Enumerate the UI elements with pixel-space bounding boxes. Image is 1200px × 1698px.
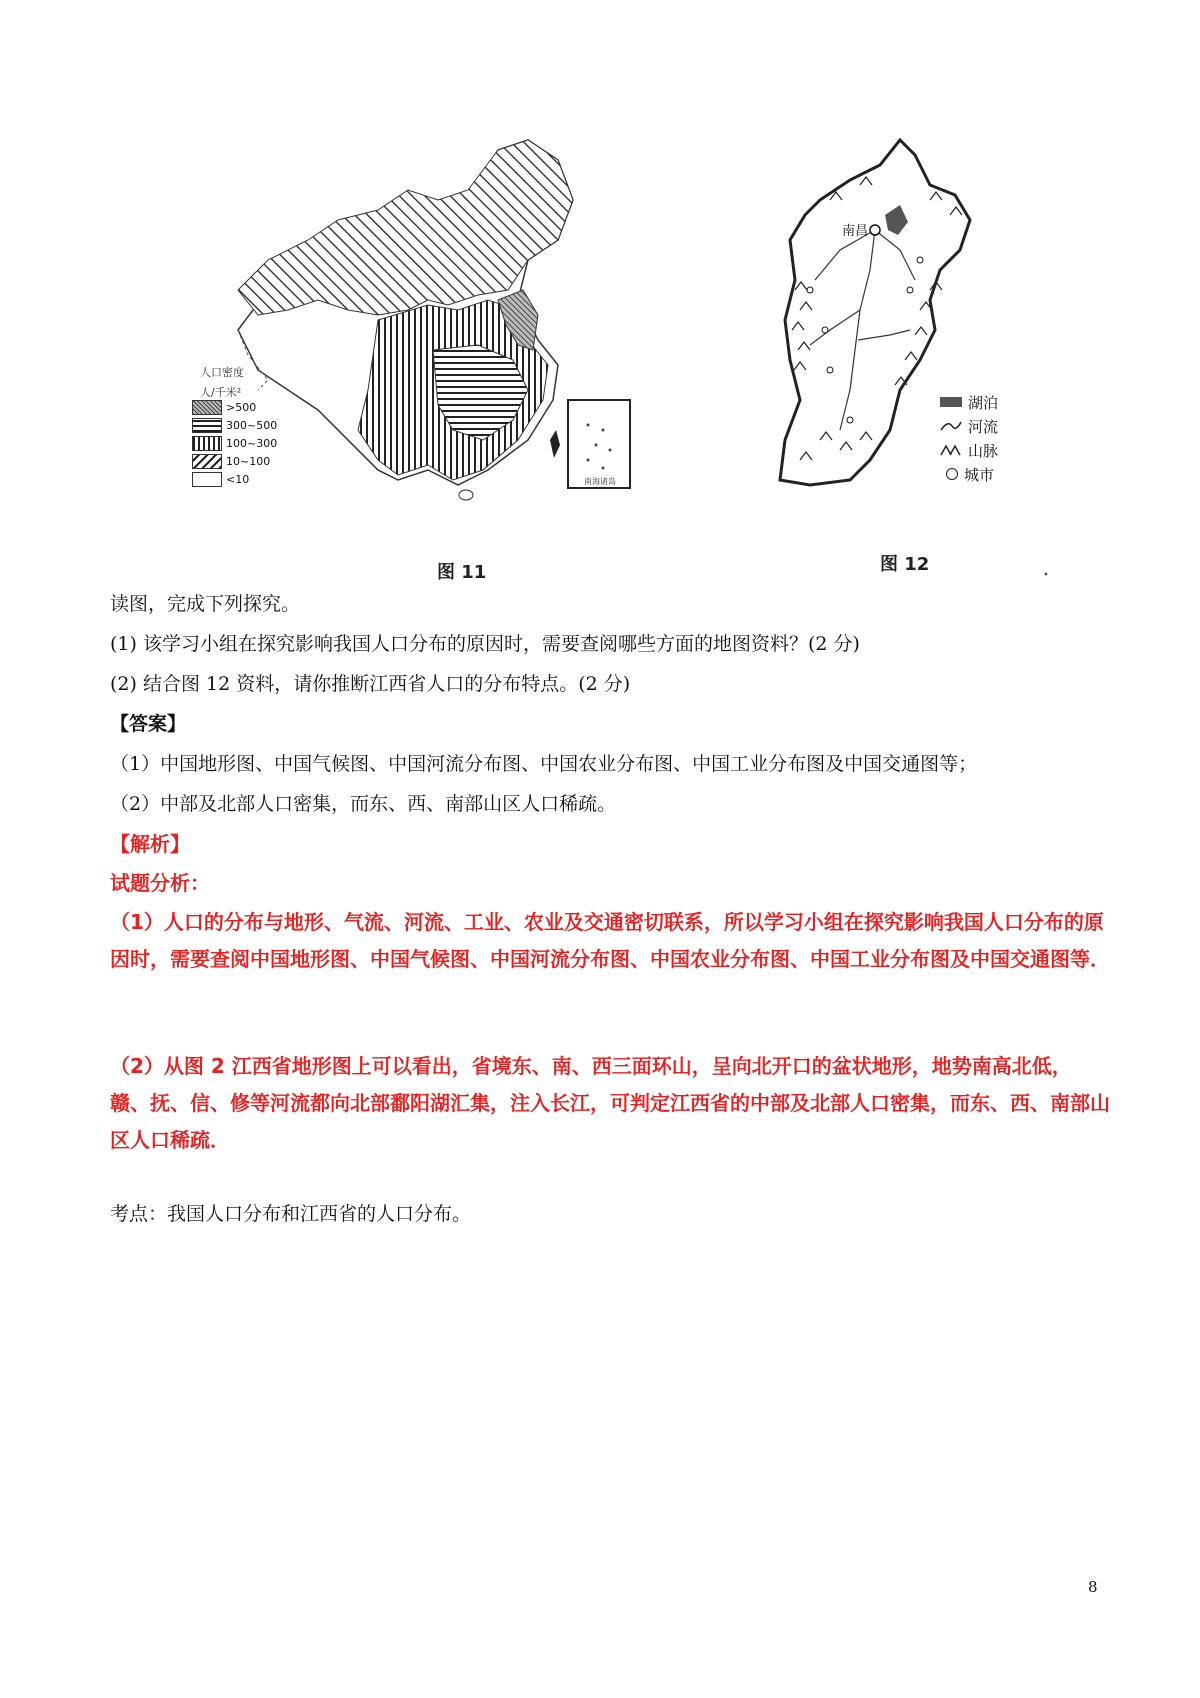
legend-label: 山脉 [968, 441, 999, 460]
legend-item-river [940, 414, 1030, 438]
figure-11-caption: 图 11 [437, 562, 487, 583]
legend-item-city [940, 462, 1030, 486]
answer-2: （2）中部及北部人口密集，而东、西、南部山区人口稀疏。 [110, 793, 617, 815]
legend-label: 300~500 [226, 418, 278, 432]
jiangxi-map [780, 140, 1030, 540]
hainan-island [459, 490, 473, 500]
analysis-paragraph-2: （2）从图 2 江西省地形图上可以看出，省境东、南、西三面环山，呈向北开口的盆状地形，地势南高北低，赣、抚、信、修等河流都向北部鄱阳湖汇集，注入长江，可判定江西省的中部及北部人口密集，而东、西、南部山区人口稀疏． [110, 1054, 1110, 1152]
legend-swatch [192, 436, 222, 451]
analysis-paragraph-1: （1）人口的分布与地形、气流、河流、工业、农业及交通密切联系，所以学习小组在探究影响我国人口分布的原因时，需要查阅中国地形图、中国气候图、中国河流分布图、中国农业分布图、中国工业分布图及中国交通图等． [110, 910, 1110, 971]
river-icon [940, 420, 962, 432]
south-sea-inset [568, 400, 630, 488]
legend-label: <10 [226, 472, 250, 486]
legend-item-lake [940, 390, 1030, 414]
nanchang-label: 南昌 [842, 224, 869, 239]
answer-1: （1）中国地形图、中国气候图、中国河流分布图、中国农业分布图、中国工业分布图及中国交通图等； [110, 753, 978, 775]
taiwan-island [550, 430, 560, 458]
figure-12-caption: 图 12 [880, 554, 930, 575]
question-intro: 读图，完成下列探究。 [110, 593, 301, 615]
china-map-svg [200, 140, 660, 540]
legend-label: 100~300 [226, 436, 278, 450]
population-legend [200, 365, 244, 399]
legend-item [192, 470, 282, 488]
kaodian-note: 考点：我国人口分布和江西省的人口分布。 [110, 1203, 472, 1225]
city-icon [946, 468, 958, 480]
page-number: 8 [1088, 1578, 1098, 1596]
analysis-heading: 【解析】 [110, 832, 190, 856]
analysis-subheading: 试题分析： [110, 871, 210, 895]
legend-label: 10~100 [226, 454, 271, 468]
question-2: (2) 结合图 12 资料，请你推断江西省人口的分布特点。(2 分) [110, 673, 631, 695]
lake-icon [940, 397, 962, 407]
legend-label: 湖泊 [968, 393, 999, 412]
stray-mark: • [1043, 570, 1049, 581]
legend-swatch [192, 418, 222, 433]
legend-swatch [192, 400, 222, 415]
legend-item-mountain [940, 438, 1030, 462]
legend-item [192, 434, 282, 452]
legend-item [192, 416, 282, 434]
region-10-100-north [238, 140, 573, 315]
nanchang-city-marker [870, 225, 880, 235]
figure-row [0, 140, 1200, 583]
legend-item [192, 452, 282, 470]
jiangxi-legend [940, 390, 1030, 486]
legend-items [192, 398, 282, 488]
legend-item [192, 398, 282, 416]
legend-label: 城市 [964, 465, 995, 484]
legend-swatch [192, 454, 222, 469]
legend-title: 人口密度 [200, 366, 244, 379]
legend-label: 河流 [968, 417, 999, 436]
legend-label: >500 [226, 400, 257, 414]
question-1: (1) 该学习小组在探究影响我国人口分布的原因时，需要查阅哪些方面的地图资料？(2 分) [110, 633, 860, 655]
inset-label: 南海诸岛 [584, 477, 616, 486]
china-population-map [200, 140, 660, 540]
answer-heading: 【答案】 [110, 713, 187, 735]
legend-unit: 人/千米² [200, 386, 242, 399]
mountain-icon [940, 444, 962, 456]
legend-swatch [192, 472, 222, 487]
